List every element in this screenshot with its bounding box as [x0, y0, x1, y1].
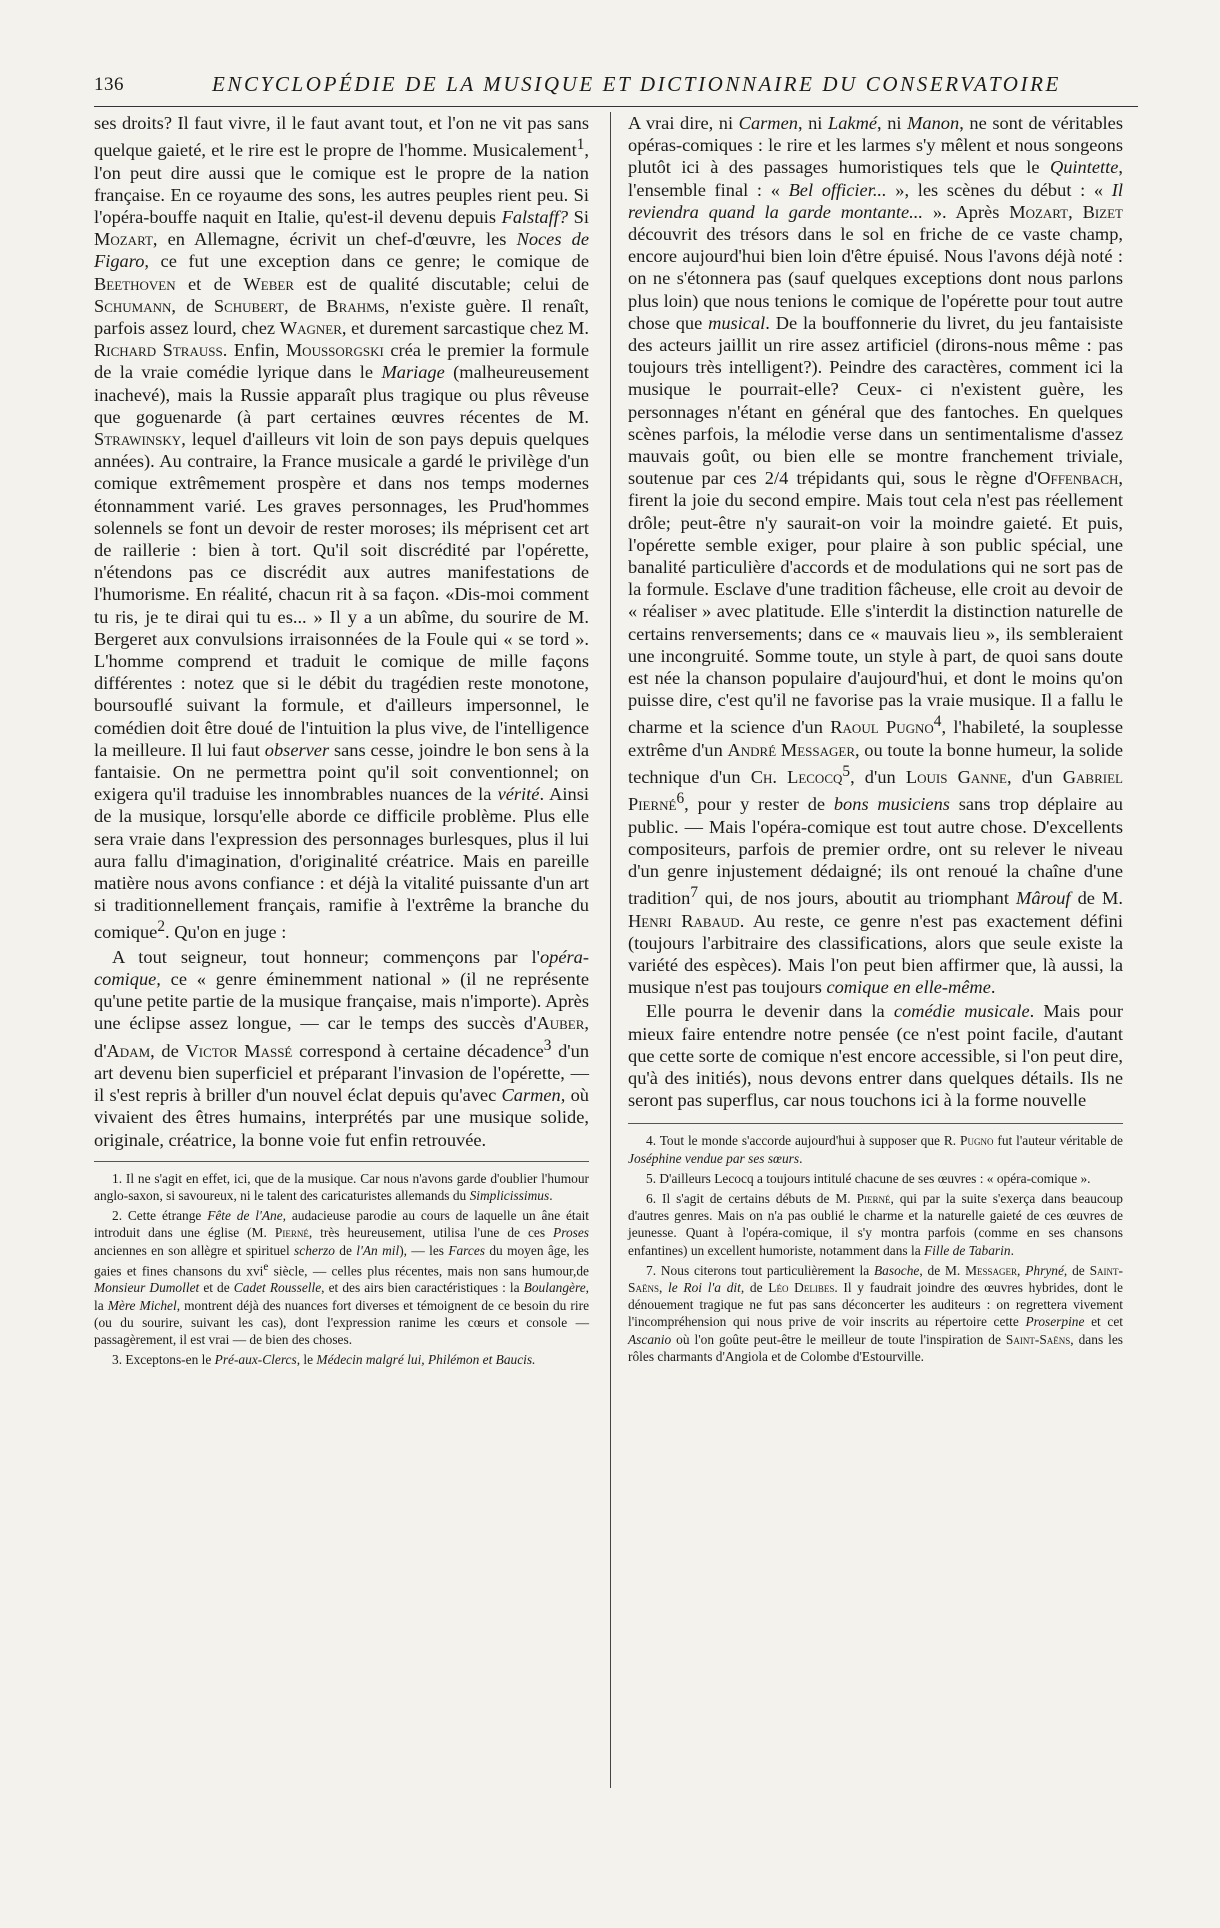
footnote-ref: 5 — [842, 763, 851, 781]
footnote-ref: 7 — [690, 884, 698, 902]
column-divider — [610, 112, 611, 1788]
footnote: 3. Exceptons-en le Pré-aux-Clercs, le Médecin malgré lui, Philémon et Baucis. — [112, 1352, 536, 1368]
footnote: 6. Il s'agit de certains débuts de M. Pierné, qui par la suite s'exerça dans beaucoup d'autres genres. Mais on n'a pas oublié le charme et la naturelle gaieté de ces œuvres de jeunesse. Quant à l'opéra-comique, il s'y montra parfois (comme en ses chansons enfantines) un excellent humoriste, notamment dans la Fille de Tabarin. — [628, 1191, 1123, 1258]
footnote-ref: 2 — [157, 918, 165, 936]
paragraph: ses droits? Il faut vivre, il le faut avant tout, et l'on ne vit pas sans quelque gaieté, et le rire est le propre de l'homme. Musicalement$^1$, l'on peut dire aussi que le comique est le propre de la nation française. En ce royaume des sons, les autres peuples rient peu. Si l'opéra-bouffe naquit en Italie, qu'est-il devenu depuis Falstaff? Si Mozart, en Allemagne, écrivit un chef-d'œuvre, les Noces de Figaro, ce fut une exception dans ce genre; le comique de Beethoven et de Weber est de qualité discutable; celui de Schumann, de Schubert, de Brahms, n'existe guère. Il renaît, parfois assez lourd, chez Wagner, et durement sarcastique chez M. Richard Strauss. Enfin, Moussorgski créa le premier la formule de la vraie comédie lyrique dans le Mariage (malheureusement inachevé), mais la Russie apparaît plus tragique ou plus rêveuse que goguenarde (à part certaines œuvres récentes de M. Strawinsky, lequel d'ailleurs vit loin de son pays depuis quelques années). Au contraire, la France musicale a gardé le privilège d'un comique extrêmement prospère et dans nos temps modernes étonnamment varié. Les graves personnages, les Prud'hommes solennels se font un devoir de rester moroses; ils méprisent cet art de raillerie : bien à tort. Qu'il soit discrédité par l'opérette, n'étendons pas ce discrédit aux autres manifestations de l'humorisme. En réalité, chacun rit à sa façon. «Dis-moi comment tu ris, je te dirai qui tu es... » Il y a un abîme, du sourire de M. Bergeret aux convulsions irraisonnées de la Foule qui « se tord ». L'homme comprend et traduit le comique de mille façons différentes : notez que si le débit du tragédien reste monotone, boursouflé suivant la formule, et d'ailleurs impersonnel, le comédien doit être doué de l'intuition la plus vive, de l'intelligence la meilleure. Il lui faut observer sans cesse, joindre le bon sens à la fantaisie. On ne permettra point qu'il soit conventionnel; on exigera qu'il traduise les innombrables nuances de la vérité. Ainsi de la musique, lorsqu'elle aborde ce difficile problème. Plus elle sera vraie dans l'expression des personnages burlesques, plus il lui aura fallu d'imagination, d'originalité créatrice. Mais en pareille matière nous avons confiance : et déjà la vitalité puissante d'un art si traditionnellement français, ramifie à l'extrême la branche du comique$^2$. Qu'on en juge : — [94, 113, 590, 943]
footnote-ref: 1 — [576, 136, 585, 154]
left-column — [94, 112, 589, 1371]
page-number: 136 — [94, 74, 124, 95]
footnote-rule — [94, 1161, 589, 1162]
paragraph: A tout seigneur, tout honneur; commençons par l'opéra-comique, ce « genre éminemment national » (il ne représente qu'une petite partie de la musique française, mais n'importe). Après une éclipse assez longue, — car le temps des succès d'Auber, d'Adam, de Victor Massé correspond à certaine décadence$^3$ d'un art devenu bien superficiel et préparant l'invasion de l'opérette, — il s'est repris à briller d'un nouvel éclat depuis qu'avec Carmen, où vivaient des êtres humains, interprétés par une musique solide, originale, créatrice, la bonne voie fut enfin retrouvée. — [94, 946, 590, 1150]
right-body-text — [628, 112, 1123, 1111]
left-body-text — [94, 112, 589, 1151]
footnote: 4. Tout le monde s'accorde aujourd'hui à supposer que R. Pugno fut l'auteur véritable de Joséphine vendue par ses sœurs. — [628, 1133, 1123, 1166]
footnote: 7. Nous citerons tout particulièrement la Basoche, de M. Messager, Phryné, de Saint-Saëns, le Roi l'a dit, de Léo Delibes. Il y faudrait joindre des œuvres hybrides, dont le dénouement tragique ne fut pas sans déconcerter les auditeurs : on regrettera vivement l'incompréhension qui nous prive de voir inscrits au répertoire cette Proserpine et cet Ascanio où l'on goûte peut-être le meilleur de toute l'inspiration de Saint-Saëns, dans les rôles charmants d'Angiola et de Colombe d'Estourville. — [628, 1262, 1124, 1364]
paragraph: Elle pourra le devenir dans la comédie musicale. Mais pour mieux faire entendre notre pensée (ce n'est point facile, d'autant que cette sorte de comique n'est encore accessible, si l'on peut dire, qu'à des initiés), nous devons entrer dans quelques détails. Ils ne seront pas superflus, car nous touchons ici à la forme nouvelle — [628, 1001, 1123, 1111]
footnote-ref: 6 — [676, 790, 685, 808]
paragraph: A vrai dire, ni Carmen, ni Lakmé, ni Manon, ne sont de véritables opéras-comiques : le rire et les larmes s'y mêlent et nous songeons plutôt ici à des passages humoristiques tels que le Quintette, l'ensemble final : « Bel officier... », les scènes du début : « Il reviendra quand la garde montante... ». Après Mozart, Bizet découvrit des trésors dans le sol en friche de ce vaste champ, encore aujourd'hui bien loin d'être épuisé. Nous l'avons déjà noté : on ne s'étonnera pas (sauf quelques exceptions dont nous parlons plus loin) que nous tenions le comique de l'opérette pour tout autre chose que musical. De la bouffonnerie du livret, du jeu fantaisiste des acteurs jaillit un rire assez artificiel (dirons-nous même : pas toujours très intelligent?). Peindre des caractères, comment ici la musique le pourrait-elle? Ceux- ci n'existent guère, les personnages n'étant en général que des fantoches. En quelques scènes parfois, la mélodie verse dans un sentimentalisme d'assez mauvais goût, ou bien elle se montre franchement triviale, soutenue par ces 2/4 trépidants qui, sous le règne d'Offenbach, firent la joie du second empire. Mais tout cela n'est pas réellement drôle; peut-être n'y saurait-on voir la moindre gaieté. Et puis, l'opérette semble exiger, pour plaire à son public spécial, une banalité particulière d'accords et de modulations qui ne sort pas de la formule. Esclave d'une tradition fâcheuse, elle croit au devoir de « réaliser » avec platitude. Elle s'interdit la distinction naturelle de certains renversements; dans ce « mauvais lieu », ils sembleraient une incongruité. Somme toute, un style à part, de quoi sans doute est née la chanson populaire d'aujourd'hui, et dont le moins qu'on puisse dire, c'est qu'il ne favorise pas la vraie musique. Il a fallu le charme et la science d'un Raoul Pugno$^4$, l'habileté, la souplesse extrême d'un André Messager, ou toute la bonne humeur, la solide technique d'un Ch. Lecocq$^5$, d'un Louis Ganne, d'un Gabriel Pierné$^6$, pour y rester de bons musiciens sans trop déplaire au public. — Mais l'opéra-comique est tout autre chose. D'excellents compositeurs, parfois de premier ordre, ont su relever le niveau d'un genre injustement dédaigné; ils ont renoué la chaîne d'une tradition$^7$ qui, de nos jours, aboutit au triomphant Mârouf de M. Henri Rabaud. Au reste, ce genre n'est pas exactement défini (toujours l'arbitraire des classifications, alors que seule existe la variété des espèces). Mais l'on peut bien affirmer que, là aussi, la musique n'est pas toujours comique en elle-même. — [628, 113, 1123, 998]
right-column — [628, 112, 1123, 1368]
footnote-ref: 3 — [543, 1036, 552, 1054]
header-rule — [94, 106, 1138, 107]
footnote: 5. D'ailleurs Lecocq a toujours intitulé chacune de ses œuvres : « opéra-comique ». — [646, 1170, 1091, 1186]
footnote: 2. Cette étrange Fête de l'Ane, audacieuse parodie au cours de laquelle un âne était introduit dans une église (M. Pierné, très heureusement, utilisa l'une de ces Proses anciennes en son allègre et spirituel scherzo de l'An mil), — les Farces du moyen âge, les gaies et fines chansons du xvi$^e$ siècle, — celles plus récentes, mais non sans humour,de Monsieur Dumollet et de Cadet Rousselle, et des airs bien caractéristiques : la Boulangère, la Mère Michel, montrent déjà des nuances fort diverses et témoignent de ce besoin du rire (ou du sourire, suivant les cas), dont l'expression ranime les cœurs et console — passagèrement, il est vrai — de bien des choses. — [94, 1208, 590, 1348]
left-footnotes — [94, 1170, 589, 1369]
book-page — [94, 60, 1138, 1900]
footnote-rule — [628, 1123, 1123, 1124]
footnote: 1. Il ne s'agit en effet, ici, que de la musique. Car nous n'avons garde d'oublier l'humour anglo-saxon, si savoureux, ni le talent des caricaturistes allemands du Simplicissimus. — [94, 1170, 589, 1203]
footnote-ref: 4 — [933, 713, 942, 731]
right-footnotes — [628, 1132, 1123, 1365]
running-title: ENCYCLOPÉDIE DE LA MUSIQUE ET DICTIONNAIRE DU CONSERVATOIRE — [212, 72, 1061, 96]
running-head — [94, 70, 1138, 102]
